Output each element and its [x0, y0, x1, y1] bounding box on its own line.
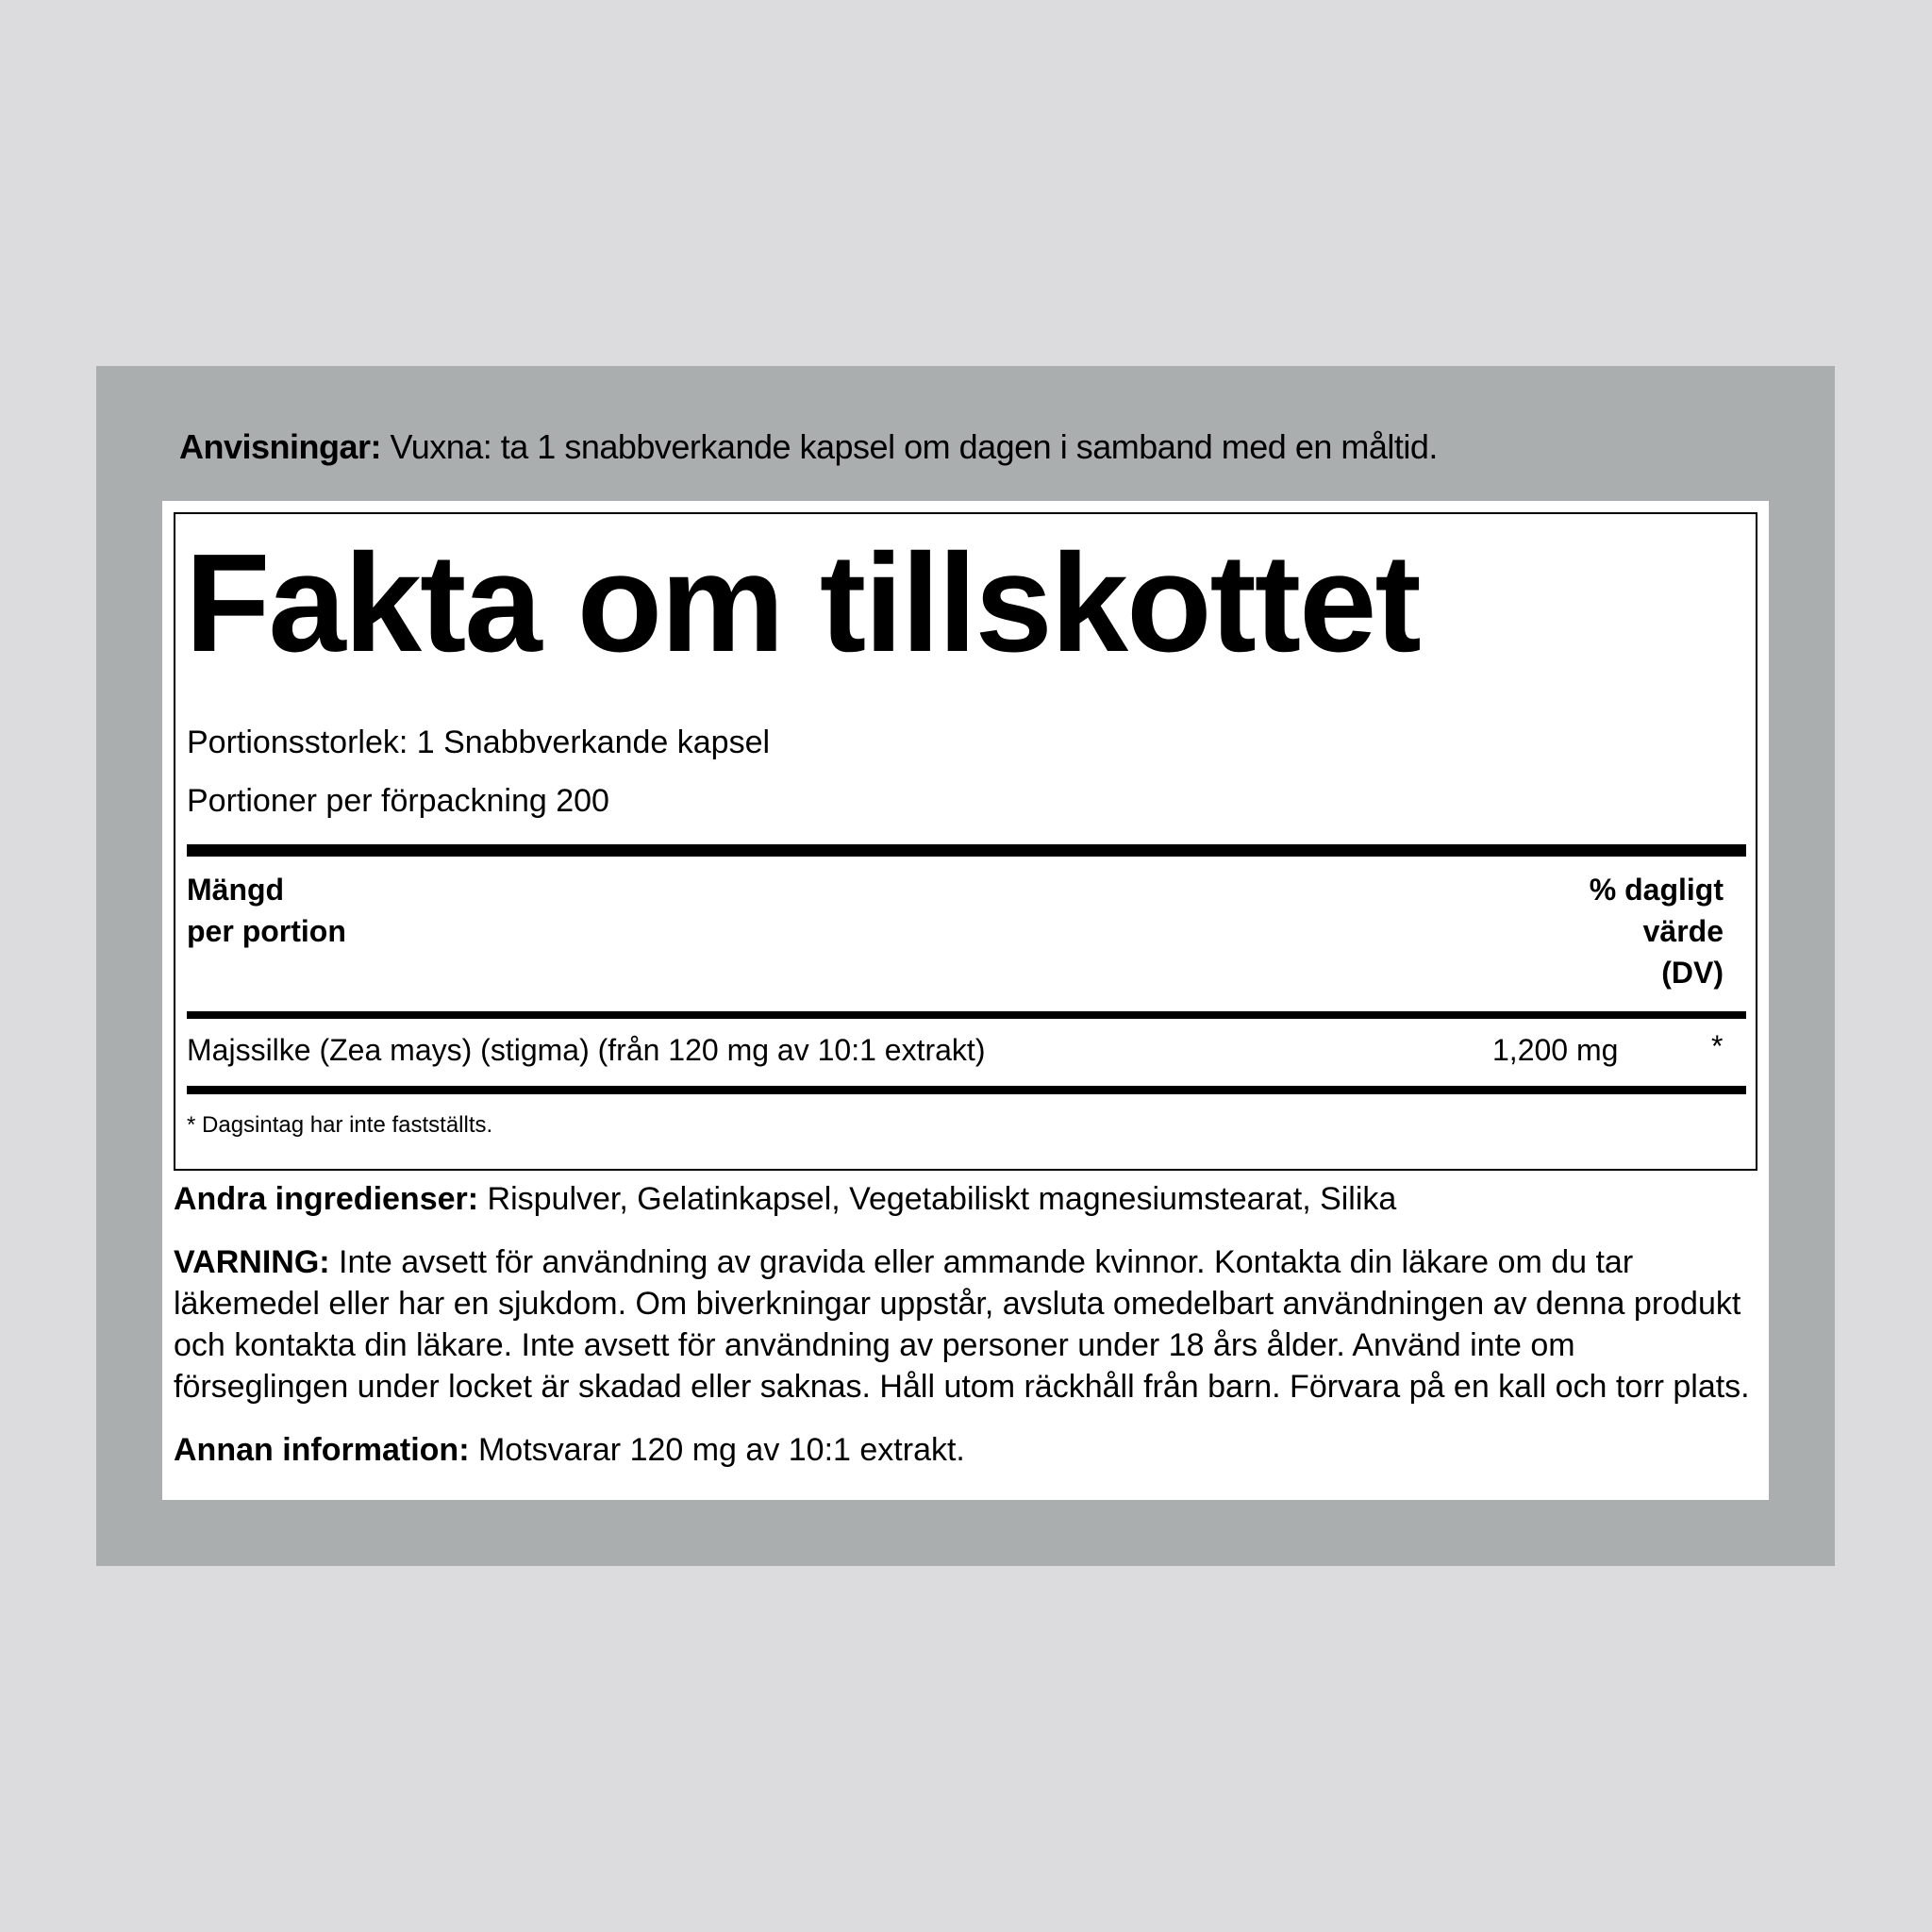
- other-information: [174, 1429, 1758, 1471]
- header-dv-line3: (DV): [1661, 956, 1724, 990]
- header-daily-value: [1590, 869, 1724, 993]
- directions-label: Anvisningar:: [179, 427, 382, 466]
- header-amount: [187, 869, 346, 952]
- other-info-text: Motsvarar 120 mg av 10:1 extrakt.: [469, 1432, 965, 1468]
- ingredient-amount: 1,200 mg: [1492, 1033, 1619, 1067]
- serving-size: Portionsstorlek: 1 Snabbverkande kapsel: [187, 724, 771, 760]
- other-ingredients: [174, 1178, 1758, 1220]
- supplement-facts-box: [174, 512, 1757, 1171]
- ingredient-daily-value: *: [1711, 1029, 1724, 1063]
- directions: [179, 426, 1438, 468]
- other-ingredients-label: Andra ingredienser:: [174, 1181, 479, 1217]
- thick-divider: [187, 844, 1746, 857]
- footnote: * Dagsintag har inte fastställts.: [187, 1112, 493, 1138]
- supplement-label-panel: [96, 366, 1835, 1566]
- other-ingredients-text: Rispulver, Gelatinkapsel, Vegetabiliskt magnesiumstearat, Silika: [478, 1181, 1397, 1217]
- other-info-label: Annan information:: [174, 1432, 470, 1468]
- header-dv-line1: % dagligt: [1589, 873, 1724, 907]
- header-amount-line1: Mängd: [187, 873, 285, 907]
- medium-divider: [187, 1011, 1746, 1019]
- facts-title: Fakta om tillskottet: [185, 525, 1420, 681]
- warning-text: Inte avsett för användning av gravida eller ammande kvinnor. Kontakta din läkare om du tar läkemedel eller har en sjukdom. Om biverkningar uppstår, avsluta omedelbart användningen av denna produkt och kontakta din läkare. Inte avsett för användning av personer under 18 års ålder. Använd inte om förseglingen under locket är skadad eller saknas. Håll utom räckhåll från barn. Förvara på en kall och torr plats.: [174, 1244, 1750, 1405]
- ingredient-name: Majssilke (Zea mays) (stigma) (från 120 mg av 10:1 extrakt): [187, 1033, 986, 1067]
- servings-per-container: Portioner per förpackning 200: [187, 783, 609, 819]
- label-card: [162, 501, 1769, 1500]
- warning: [174, 1241, 1758, 1407]
- bottom-divider: [187, 1086, 1746, 1094]
- directions-text: Vuxna: ta 1 snabbverkande kapsel om dagen i samband med en måltid.: [381, 427, 1438, 466]
- header-dv-line2: värde: [1642, 914, 1724, 948]
- header-amount-line2: per portion: [187, 914, 346, 948]
- warning-label: VARNING:: [174, 1244, 330, 1280]
